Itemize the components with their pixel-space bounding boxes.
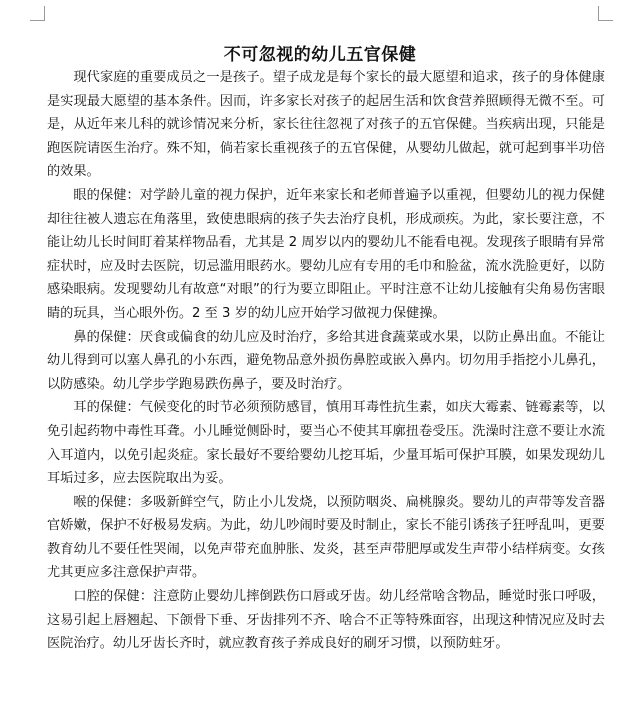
paragraph-throat-care: 喉的保健：多吸新鲜空气，防止小儿发烧，以预防咽炎、扁桃腺炎。婴幼儿的声带等发音器官娇嫩，保护不好极易发病。为此，幼儿吵闹时要及时制止，家长不能引诱孩子狂呼乱叫，更要教育幼儿不要任性哭闹，以免声带充血肿胀、发炎，甚至声带肥厚或发生声带小结样病变。女孩尤其更应多注意保护声带。: [47, 494, 605, 581]
paragraph-ear-care: 耳的保健：气候变化的时节必须预防感冒，慎用耳毒性抗生素，如庆大霉素、链霉素等，以免引起药物中毒性耳聋。小儿睡觉侧卧时，要当心不使其耳廓扭卷受压。洗澡时注意不要让水流入耳道内，以免引起炎症。家长最好不要给婴幼儿挖耳垢，少量耳垢可保护耳膜，如果发现幼儿耳垢过多，应去医院取出为妥。: [47, 400, 605, 487]
paragraph-eye-care: 眼的保健：对学龄儿童的视力保护，近年来家长和老师普遍予以重视，但婴幼儿的视力保健却往往被人遗忘在角落里，致使患眼病的孩子失去治疗良机，形成顽疾。为此，家长要注意，不能让幼儿长时间盯着某样物品看，尤其是 2 周岁以内的婴幼儿不能看电视。发现孩子眼睛有异常症状时，应及时去医院，切忌滥用眼药水。婴幼儿应有专用的毛巾和脸盆，流水洗脸更好，以防感染眼病。发现婴幼儿有故意“对眼”的行为要立即阻止。平时注意不让幼儿接触有尖角易伤害眼睛的玩具，当心眼外伤。2 至 3 岁的幼儿应开始学习做视力保健操。: [47, 187, 605, 321]
document-body: [47, 66, 605, 656]
paragraph-intro: 现代家庭的重要成员之一是孩子。望子成龙是每个家长的最大愿望和追求，孩子的身体健康是实现最大愿望的基本条件。因而，许多家长对孩子的起居生活和饮食营养照顾得无微不至。可是，从近年来儿科的就诊情况来分析，家长往往忽视了对孩子的五官保健。当疾病出现，只能是跑医院请医生治疗。殊不知，倘若家长重视孩子的五官保健，从婴幼儿做起，就可起到事半功倍的效果。: [47, 70, 605, 180]
crop-mark-top-left: [30, 6, 45, 21]
document-title: 不可忽视的幼儿五官保健: [223, 45, 417, 66]
paragraph-nose-care: 鼻的保健：厌食或偏食的幼儿应及时治疗，多给其进食蔬菜或水果，以防止鼻出血。不能让幼儿得到可以塞人鼻孔的小东西，避免物品意外损伤鼻腔或嵌入鼻内。切勿用手指挖小儿鼻孔，以防感染。幼儿学步学跑易跌伤鼻子，要及时治疗。: [47, 329, 605, 392]
paragraph-oral-care: 口腔的保健：注意防止婴幼儿摔倒跌伤口唇或牙齿。幼儿经常啥含物品，睡觉时张口呼吸，这易引起上唇翘起、下颌骨下垂、牙齿排列不齐、啥合不正等特殊面容，出现这种情况应及时去医院治疗。幼儿牙齿长齐时，就应教育孩子养成良好的刷牙习惯，以预防蛀牙。: [47, 589, 605, 652]
crop-mark-top-right: [598, 6, 613, 21]
